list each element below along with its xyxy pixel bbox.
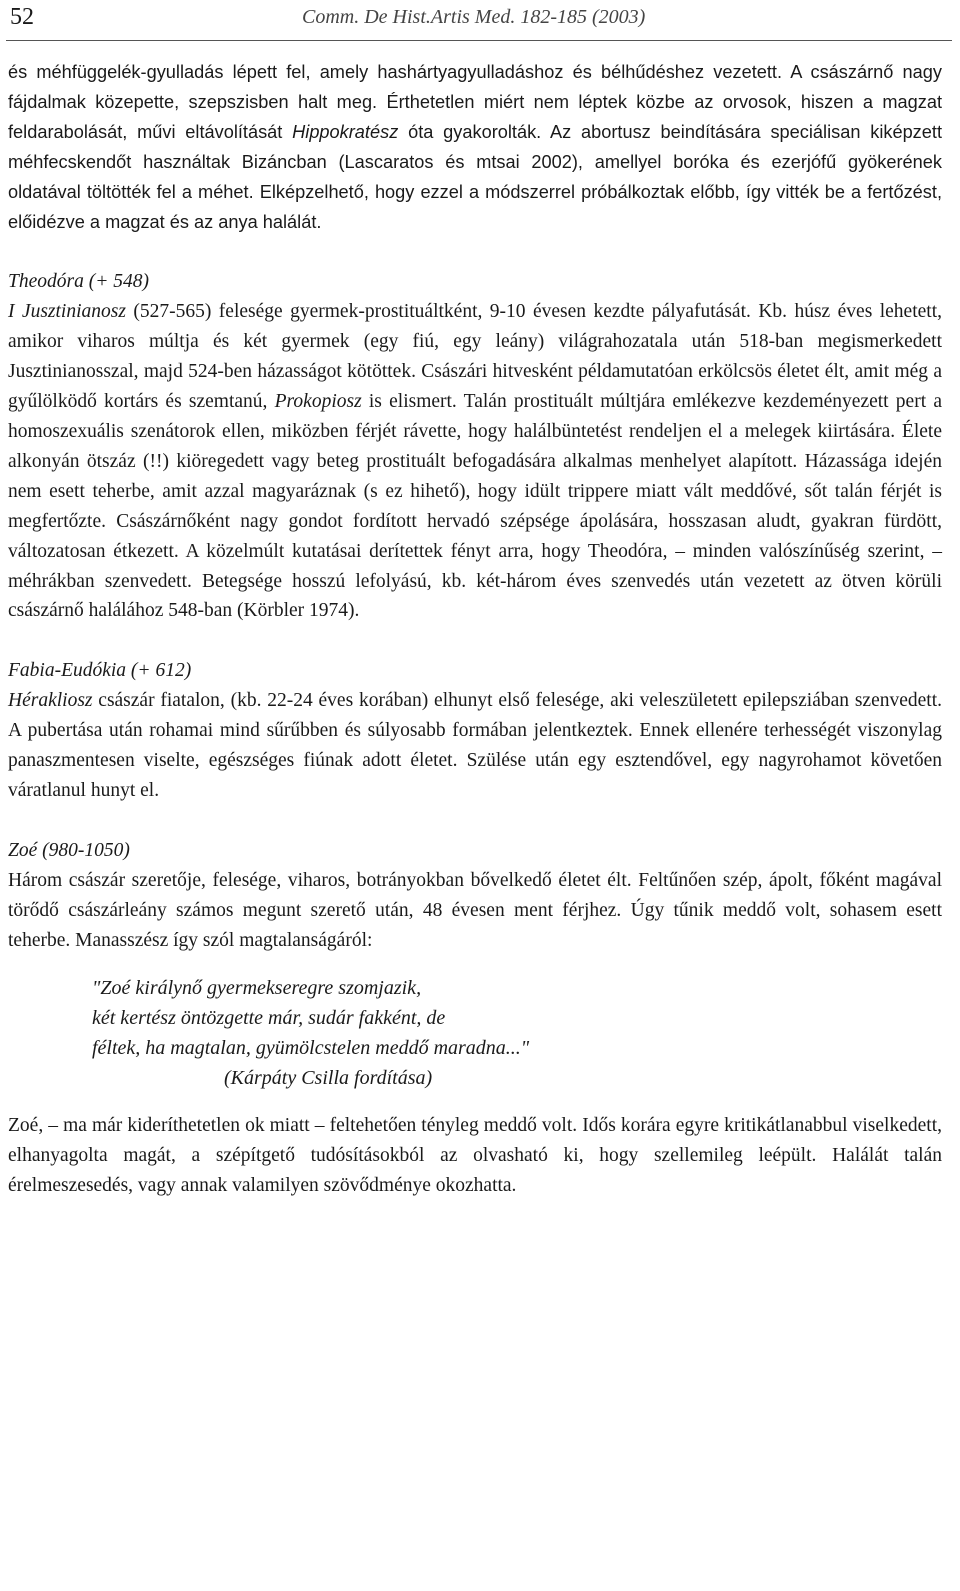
poem-line: két kertész öntözgette már, sudár fakként, de — [92, 1007, 446, 1030]
theodora-name-jusztinianosz: I Jusztinianosz — [8, 301, 126, 323]
fabia-paragraph — [8, 686, 942, 806]
section-title-zoe: Zoé (980-1050) — [8, 839, 130, 861]
fabia-text-1: császár fiatalon, (kb. 22-24 éves korában) elhunyt első felesége, aki veleszületett epilepsziában szenvedett. A pubertása után rohamai mind sűrűbben és súlyosabb formában jelentkeztek. Ennek ellenére terhességét viszonylag panaszmentesen viselte, egészséges fiúnak adott életet. Szülése után egy esztendővel, egy nagyrohamot követően váratlanul hunyt el. — [8, 690, 942, 801]
theodora-name-prokopiosz: Prokopiosz — [274, 391, 362, 413]
intro-paragraph — [8, 58, 942, 237]
section-title-fabia: Fabia-Eudókia (+ 612) — [8, 660, 192, 682]
fabia-name-heraklios: Hérakliosz — [8, 690, 93, 712]
body-text — [8, 58, 942, 1201]
journal-reference: Comm. De Hist.Artis Med. 182-185 (2003) — [302, 6, 646, 28]
theodora-text-1: (527-565) felesége gyermek-prostituáltként, 9-10 évesen kezdte pályafutását. Kb. húsz éves lehetett, amikor viharos múltja és két gyermek (egy fiú, egy leány) világrahozatala után 518-ban megismerkedett Jusztinianosszal, majd 524-ben házasságot kötöttek. Császári hitvesként példamutatóan erkölcsös életet élt, amit még a gyűlölködő kortárs és szemtanú, — [8, 301, 942, 413]
spacer — [8, 806, 942, 836]
poem-quote — [92, 973, 942, 1093]
page-number: 52 — [10, 4, 34, 30]
page-header — [6, 4, 952, 42]
intro-text-a: és méhfüggelék-gyulladás lépett fel, amely hashártyagyulladáshoz és bélhűdéshez vezetett. A császárnő nagy fájdalmak közepette, szepszisben halt meg. Érthetetlen miért nem léptek közbe az orvosok, hiszen a magzat feldarabolását, művi eltávolítását — [8, 62, 942, 142]
theodora-text-2: is elismert. Talán prostituált múltjára emlékezve kezdeményezett pert a homoszexuális szenátorok ellen, miközben férjét rávette, hogy halálbüntetést rendeljen el a melegek kiirtására. Élete alkonyán ötszáz (!!) kiöregedett vagy beteg prostituált befogadására alkalmas menhelyet alapított. Házassága idején nem esett teherbe, amit azzal magyaráznak (s ez hihető), hogy idült trippere miatt vált meddővé, sőt talán férjét is megfertőzte. Császárnőként nagy gondot fordított hervadó szépsége ápolására, hosszasan aludt, gyakran fürdött, változatosan étkezett. A közelmúlt kutatásai derítettek fényt arra, hogy Theodóra, – minden valószínűség szerint, – méhrákban szenvedett. Betegsége hosszú lefolyású, kb. két-három éves szenvedés után vezetett az ötven körüli császárnő halálához 548-ban (Körbler 1974). — [8, 391, 943, 622]
zoe-paragraph-1: Három császár szeretője, felesége, viharos, botrányokban bővelkedő életet élt. Feltűnően szép, ápolt, főként magával törődő császárleány számos megunt szerető után, 48 évesen ment férjhez. Úgy tűnik meddő volt, sohasem esett teherbe. Manasszész így szól magtalanságáról: — [8, 869, 942, 951]
section-title-theodora: Theodóra (+ 548) — [8, 271, 149, 293]
poem-line: "Zoé királynő gyermekseregre szomjazik, — [92, 977, 422, 1000]
intro-name-hippokratesz: Hippokratész — [292, 121, 399, 142]
poem-translation-credit: (Kárpáty Csilla fordítása) — [224, 1067, 433, 1090]
zoe-paragraph-2: Zoé, – ma már kideríthetetlen ok miatt – feltehetően tényleg meddő volt. Idős korára egyre kritikátlanabbul viselkedett, elhanyagolta magát, a szépítgető tudósításokból az olvasható ki, hogy szellemileg leépült. Halálát talán érelmeszesedés, vagy annak valamilyen szövődménye okozhatta. — [8, 1115, 942, 1197]
header-rule — [6, 40, 952, 41]
theodora-paragraph — [8, 297, 942, 626]
intro-text-b: óta gyakorolták. Az abortusz beindítására speciálisan kiképzett méhfecskendőt használtak Bizáncban (Lascaratos és mtsai 2002), amellyel boróka és ezerjófű gyökerének oldatával töltötték fel a méhet. Elképzelhető, hogy ezzel a módszerrel próbálkoztak előbb, így vitték be a fertőzést, előidézve a magzat és az anya halálát. — [8, 121, 942, 232]
spacer — [8, 626, 942, 656]
poem-line: féltek, ha magtalan, gyümölcstelen meddő maradna..." — [92, 1037, 530, 1060]
spacer — [8, 237, 942, 267]
